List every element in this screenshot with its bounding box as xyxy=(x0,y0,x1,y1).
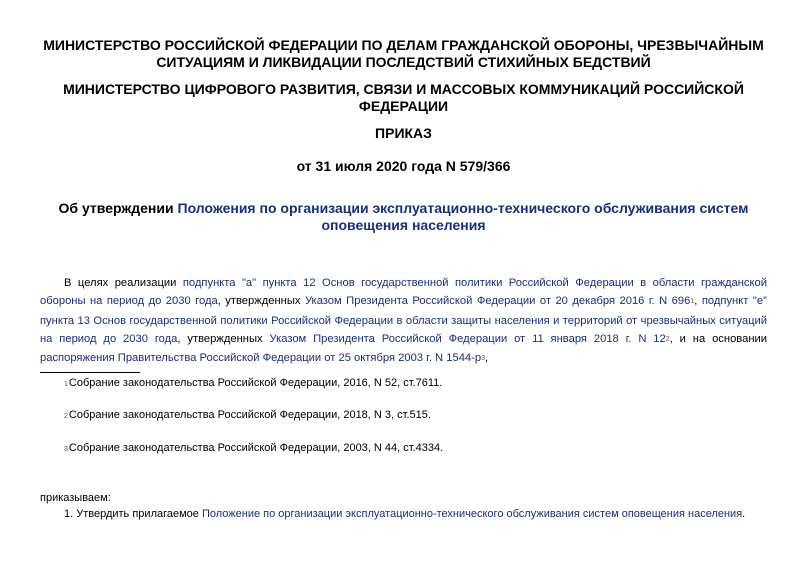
preamble-link-5[interactable]: распоряжения Правительства Российской Федерации от 25 октября 2003 г. N 1544-р xyxy=(40,352,482,365)
preamble-link-4[interactable]: Указом Президента Российской Федерации от 11 января 2018 г. N 12 xyxy=(269,332,666,345)
footnote-ref-3[interactable]: 3 xyxy=(481,355,485,363)
footnote-3 xyxy=(64,442,443,456)
footnote-number: 2 xyxy=(64,413,68,420)
footnote-2 xyxy=(64,409,431,423)
footnote-ref-2[interactable]: 2 xyxy=(665,335,670,343)
footnote-separator xyxy=(40,372,140,373)
footnote-1 xyxy=(64,377,442,391)
footnote-number: 1 xyxy=(64,381,68,388)
preamble-text-5: , и на основании xyxy=(669,332,768,345)
preamble-text-3: , xyxy=(694,295,702,308)
footnote-text: Собрание законодательства Российской Федерации, 2003, N 44, ст.4334. xyxy=(68,442,444,454)
subject-link[interactable]: Положения по организации эксплуатационно-технического обслуживания систем оповещения населения xyxy=(177,200,749,233)
preamble-link-1[interactable]: подпункта "а" пункта 12 Основ государственной политики Российской Федерации в области гражданской обороны на период до 2030 года xyxy=(40,277,767,308)
footnote-text: Собрание законодательства Российской Федерации, 2016, N 52, ст.7611. xyxy=(68,377,443,389)
preamble-link-2[interactable]: Указом Президента Российской Федерации от 20 декабря 2016 г. N 696 xyxy=(304,295,691,308)
preamble-text-6: , xyxy=(485,352,489,365)
order-item-1-link[interactable]: Положение по организации эксплуатационно-технического обслуживания систем оповещения населения xyxy=(201,508,743,520)
preamble-link-3[interactable]: подпункт "е" пункта 13 Основ государственной политики Российской Федерации в области защиты населения и территорий от чрезвычайных ситуаций на период до 2030 года xyxy=(40,295,768,345)
document-type: ПРИКАЗ xyxy=(375,125,432,141)
preamble-text-2: , утвержденных xyxy=(217,295,305,308)
preamble-text-4: , утвержденных xyxy=(177,332,270,345)
document-subject xyxy=(40,200,767,233)
ministry-title-2: МИНИСТЕРСТВО ЦИФРОВОГО РАЗВИТИЯ, СВЯЗИ И МАССОВЫХ КОММУНИКАЦИЙ РОССИЙСКОЙ ФЕДЕРАЦИИ xyxy=(63,81,744,114)
document-date-number: от 31 июля 2020 года N 579/366 xyxy=(296,158,511,174)
order-item-1 xyxy=(64,508,745,521)
order-label: приказываем: xyxy=(40,492,111,504)
preamble-paragraph xyxy=(40,274,767,368)
footnote-ref-1[interactable]: 1 xyxy=(690,298,695,306)
ministry-title-1: МИНИСТЕРСТВО РОССИЙСКОЙ ФЕДЕРАЦИИ ПО ДЕЛАМ ГРАЖДАНСКОЙ ОБОРОНЫ, ЧРЕЗВЫЧАЙНЫМ СИТУАЦИЯМ И ЛИКВИДАЦИИ ПОСЛЕДСТВИЙ СТИХИЙНЫХ БЕДСТВИЙ xyxy=(43,37,764,70)
order-item-1-prefix: 1. Утвердить прилагаемое xyxy=(64,508,202,520)
footnote-text: Собрание законодательства Российской Федерации, 2018, N 3, ст.515. xyxy=(68,409,431,421)
subject-prefix: Об утверждении xyxy=(58,200,178,216)
preamble-text-1: В целях реализации xyxy=(64,277,183,289)
order-item-1-suffix: . xyxy=(742,508,746,520)
footnote-number: 3 xyxy=(64,446,68,453)
